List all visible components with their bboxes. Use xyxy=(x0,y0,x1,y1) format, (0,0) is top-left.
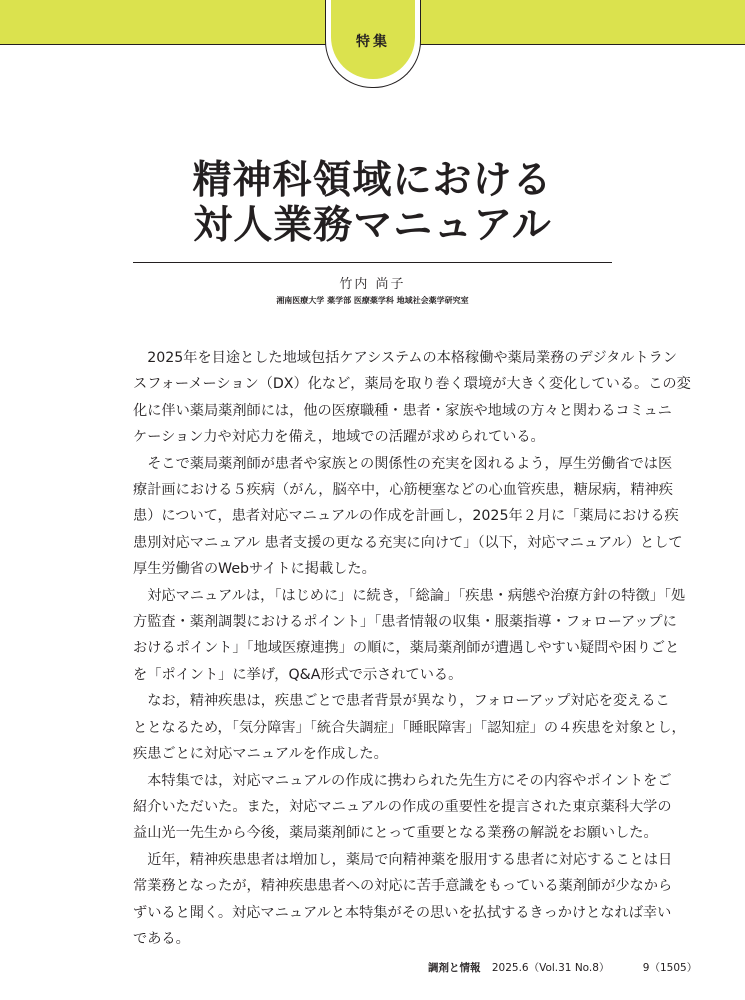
title-line: 対人業務マニュアル xyxy=(193,203,552,248)
section-tab xyxy=(325,0,421,88)
section-label: 特集 xyxy=(331,0,415,79)
paragraph xyxy=(133,768,672,847)
text-line: 対応マニュアルは，「はじめに」に続き，「総論」「疾患・病態や治療方針の特徴」「処 xyxy=(133,587,686,604)
text-line: 患別対応マニュアル 患者支援の更なる充実に向けて」（以下，対応マニュアル）として xyxy=(133,534,683,551)
text-line: 益山光一先生から今後，薬局薬剤師にとって重要となる業務の解説をお願いした。 xyxy=(133,825,658,842)
text-line: なお，精神疾患は，疾患ごとで患者背景が異なり，フォローアップ対応を変えるこ xyxy=(133,693,670,710)
paragraph xyxy=(133,688,686,767)
text-line: 紹介いただいた。また，対応マニュアルの作成の重要性を提言された東京薬科大学の xyxy=(133,798,672,815)
article-body xyxy=(133,345,691,952)
text-line: 常業務となったが，精神疾患患者への対応に苦手意識をもっている薬剤師が少なから xyxy=(133,878,673,895)
text-line: そこで薬局薬剤師が患者や家族との関係性の充実を図れるよう，厚生労働省では医 xyxy=(133,455,673,472)
title-divider xyxy=(133,262,612,263)
page-number: 9（1505） xyxy=(642,962,698,974)
text-line: スフォーメーション（DX）化など，薬局を取り巻く環境が大きく変化している。この変 xyxy=(133,376,691,393)
author-name: 竹内 尚子 xyxy=(339,277,406,292)
text-line: 患）について，患者対応マニュアルの作成を計画し，2025年２月に「薬局における疾 xyxy=(133,508,679,525)
author-affiliation: 湘南医療大学 薬学部 医療薬学科 地域社会薬学研究室 xyxy=(276,296,469,305)
issue-info: 2025.6（Vol.31 No.8） xyxy=(491,962,610,974)
text-line: 厚生労働省のWebサイトに掲載した。 xyxy=(133,561,376,578)
paragraph xyxy=(133,451,683,583)
paragraph xyxy=(133,583,686,689)
magazine-name: 調剤と情報 xyxy=(428,962,481,974)
text-line: 疾患ごとに対応マニュアルを作成した。 xyxy=(133,746,388,763)
page-footer xyxy=(428,960,697,975)
text-line: 2025年を目途とした地域包括ケアシステムの本格稼働や薬局業務のデジタルトラン xyxy=(133,350,678,366)
text-line: 方監査・薬剤調製におけるポイント」「患者情報の収集・服薬指導・フォローアップに xyxy=(133,614,677,631)
article-title xyxy=(0,158,745,248)
text-line: ずいると聞く。対応マニュアルと本特集がその思いを払拭するきっかけとなれば幸い xyxy=(133,904,672,921)
paragraph xyxy=(133,847,673,953)
text-line: ととなるため，「気分障害」「統合失調症」「睡眠障害」「認知症」の４疾患を対象とし， xyxy=(133,719,686,736)
text-line: である。 xyxy=(133,930,190,947)
text-line: 化に伴い薬局薬剤師には，他の医療職種・患者・家族や地域の方々と関わるコミュニ xyxy=(133,402,672,419)
text-line: を「ポイント」に挙げ，Q&A形式で示されている。 xyxy=(133,666,463,683)
text-line: 近年，精神疾患患者は増加し，薬局で向精神薬を服用する患者に対応することは日 xyxy=(133,851,673,868)
paragraph xyxy=(133,345,691,451)
text-line: 療計画における５疾病（がん，脳卒中，心筋梗塞などの心血管疾患，糖尿病，精神疾 xyxy=(133,482,673,499)
text-line: ケーション力や対応力を備え，地域での活躍が求められている。 xyxy=(133,429,545,446)
text-line: 本特集では，対応マニュアルの作成に携わられた先生方にその内容やポイントをご xyxy=(133,772,672,789)
title-line: 精神科領域における xyxy=(192,158,553,203)
text-line: おけるポイント」「地域医療連携」の順に，薬局薬剤師が遭遇しやすい疑問や困りごと xyxy=(133,640,680,657)
